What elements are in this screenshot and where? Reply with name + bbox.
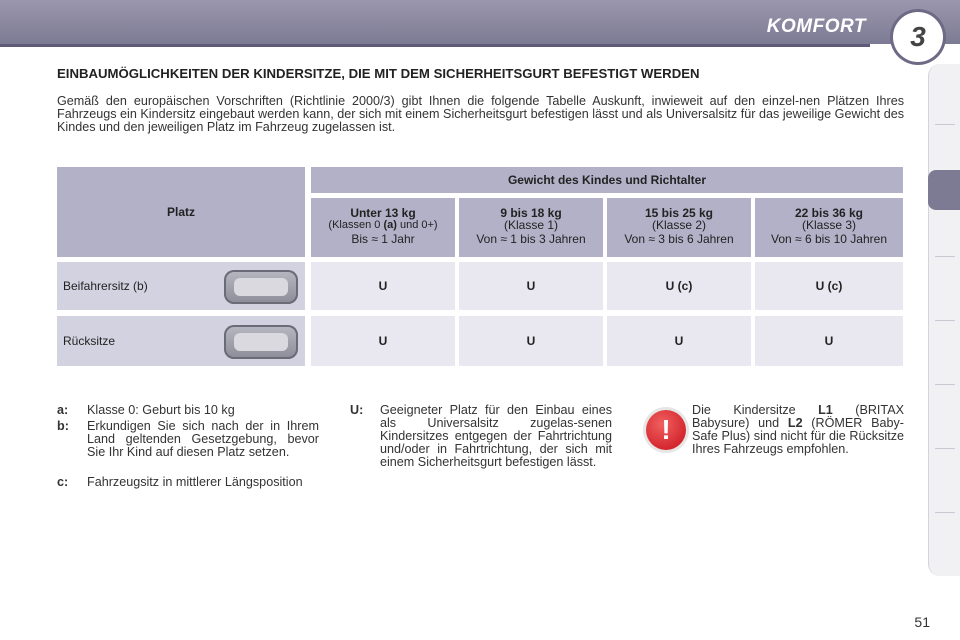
column-header — [607, 198, 751, 257]
table-cell: U (c) — [607, 262, 751, 310]
chapter-badge: 3 — [893, 12, 943, 62]
column-age: Von ≈ 3 bis 6 Jahren — [624, 232, 734, 246]
note-text: Geeigneter Platz für den Einbau eines als Universalsitz zugelas-senen Kindersitzes entgegen der Fahrtrichtung und/oder in Fahrtrichtung, der sich mit einem Sicherheitsgurt befestigen lässt. — [380, 403, 612, 469]
note-a — [57, 404, 319, 418]
column-age: Von ≈ 6 bis 10 Jahren — [771, 232, 887, 246]
warning-seat-l2: L2 — [787, 416, 803, 430]
warning-mid: (BRITAX Babysure) und — [692, 403, 904, 430]
note-key: a: — [57, 403, 69, 417]
note-key: c: — [57, 475, 69, 489]
note-text: Erkundigen Sie sich nach der in Ihrem Land geltenden Gesetzgebung, bevor Sie Ihr Kind auf diesen Platz setzen. — [87, 419, 319, 459]
column-title: Unter 13 kg — [350, 206, 416, 220]
column-age: Von ≈ 1 bis 3 Jahren — [476, 232, 586, 246]
place-header-label: Platz — [166, 205, 195, 219]
side-tab-active[interactable] — [928, 170, 960, 210]
column-class-suffix: und 0+) — [396, 219, 438, 231]
table-cell: U — [755, 316, 903, 366]
column-class: (Klasse 3) — [801, 218, 857, 232]
column-class-note: (a) — [383, 219, 397, 231]
column-title: 15 bis 25 kg — [644, 206, 714, 220]
note-u — [350, 404, 612, 484]
warning-text — [692, 404, 904, 456]
note-b — [57, 420, 319, 476]
row-label-text: Beifahrersitz (b) — [63, 279, 148, 293]
note-text: Klasse 0: Geburt bis 10 kg — [87, 403, 235, 417]
note-text: Fahrzeugsitz in mittlerer Längsposition — [87, 475, 303, 489]
table-cell: U — [311, 316, 455, 366]
section-title: KOMFORT — [766, 16, 866, 37]
intro-paragraph: Gemäß den europäischen Vorschriften (Richtlinie 2000/3) gibt Ihnen die folgende Tabelle Auskunft, inwieweit auf den einzel-nen Plätzen Ihres Fahrzeugs ein Kindersitz eingebaut werden kann, der sich mit einem Sicherheitsgurt befestigen lässt und als Universalsitz für das jeweilige Gewicht des Kindes und den jeweiligen Platz im Fahrzeug zugelassen ist. — [57, 94, 904, 134]
column-header — [755, 198, 903, 257]
table-cell: U — [459, 262, 603, 310]
weight-group-header-label: Gewicht des Kindes und Richtalter — [507, 173, 707, 187]
column-class-prefix: (Klassen 0 — [328, 219, 384, 231]
place-header-cell — [57, 167, 305, 257]
table-cell: U (c) — [755, 262, 903, 310]
column-header — [311, 198, 455, 257]
side-tab-divider — [935, 256, 955, 257]
side-tab-divider — [935, 384, 955, 385]
weight-group-header-cell — [311, 167, 903, 193]
header-underline — [0, 44, 870, 47]
table-cell: U — [459, 316, 603, 366]
warning-suffix: (RÖMER Baby-Safe Plus) sind nicht für die Rücksitze Ihres Fahrzeugs empfohlen. — [692, 416, 904, 456]
note-key: U: — [350, 403, 364, 417]
page-heading: EINBAUMÖGLICHKEITEN DER KINDERSITZE, DIE MIT DEM SICHERHEITSGURT BEFESTIGT WERDEN — [57, 66, 700, 81]
side-tab-divider — [935, 320, 955, 321]
column-title: 9 bis 18 kg — [500, 206, 562, 220]
table-cell: U — [607, 316, 751, 366]
side-tab-divider — [935, 512, 955, 513]
exclamation-warning-icon: ! — [646, 410, 686, 450]
column-title: 22 bis 36 kg — [794, 206, 864, 220]
note-key: b: — [57, 419, 69, 433]
row-label-text: Rücksitze — [63, 334, 116, 348]
side-tab-index — [928, 64, 960, 576]
page-number: 51 — [914, 614, 930, 630]
table-cell: U — [311, 262, 455, 310]
side-tab-divider — [935, 124, 955, 125]
side-tab-divider — [935, 448, 955, 449]
column-age: Bis ≈ 1 Jahr — [351, 232, 415, 246]
front-seat-car-image — [224, 270, 298, 304]
column-class: (Klasse 2) — [651, 218, 707, 232]
note-c — [57, 476, 319, 504]
column-class: (Klasse 1) — [503, 218, 559, 232]
column-header — [459, 198, 603, 257]
rear-seat-car-image — [224, 325, 298, 359]
warning-prefix: Die Kindersitze — [692, 403, 819, 417]
warning-seat-l1: L1 — [818, 403, 833, 417]
